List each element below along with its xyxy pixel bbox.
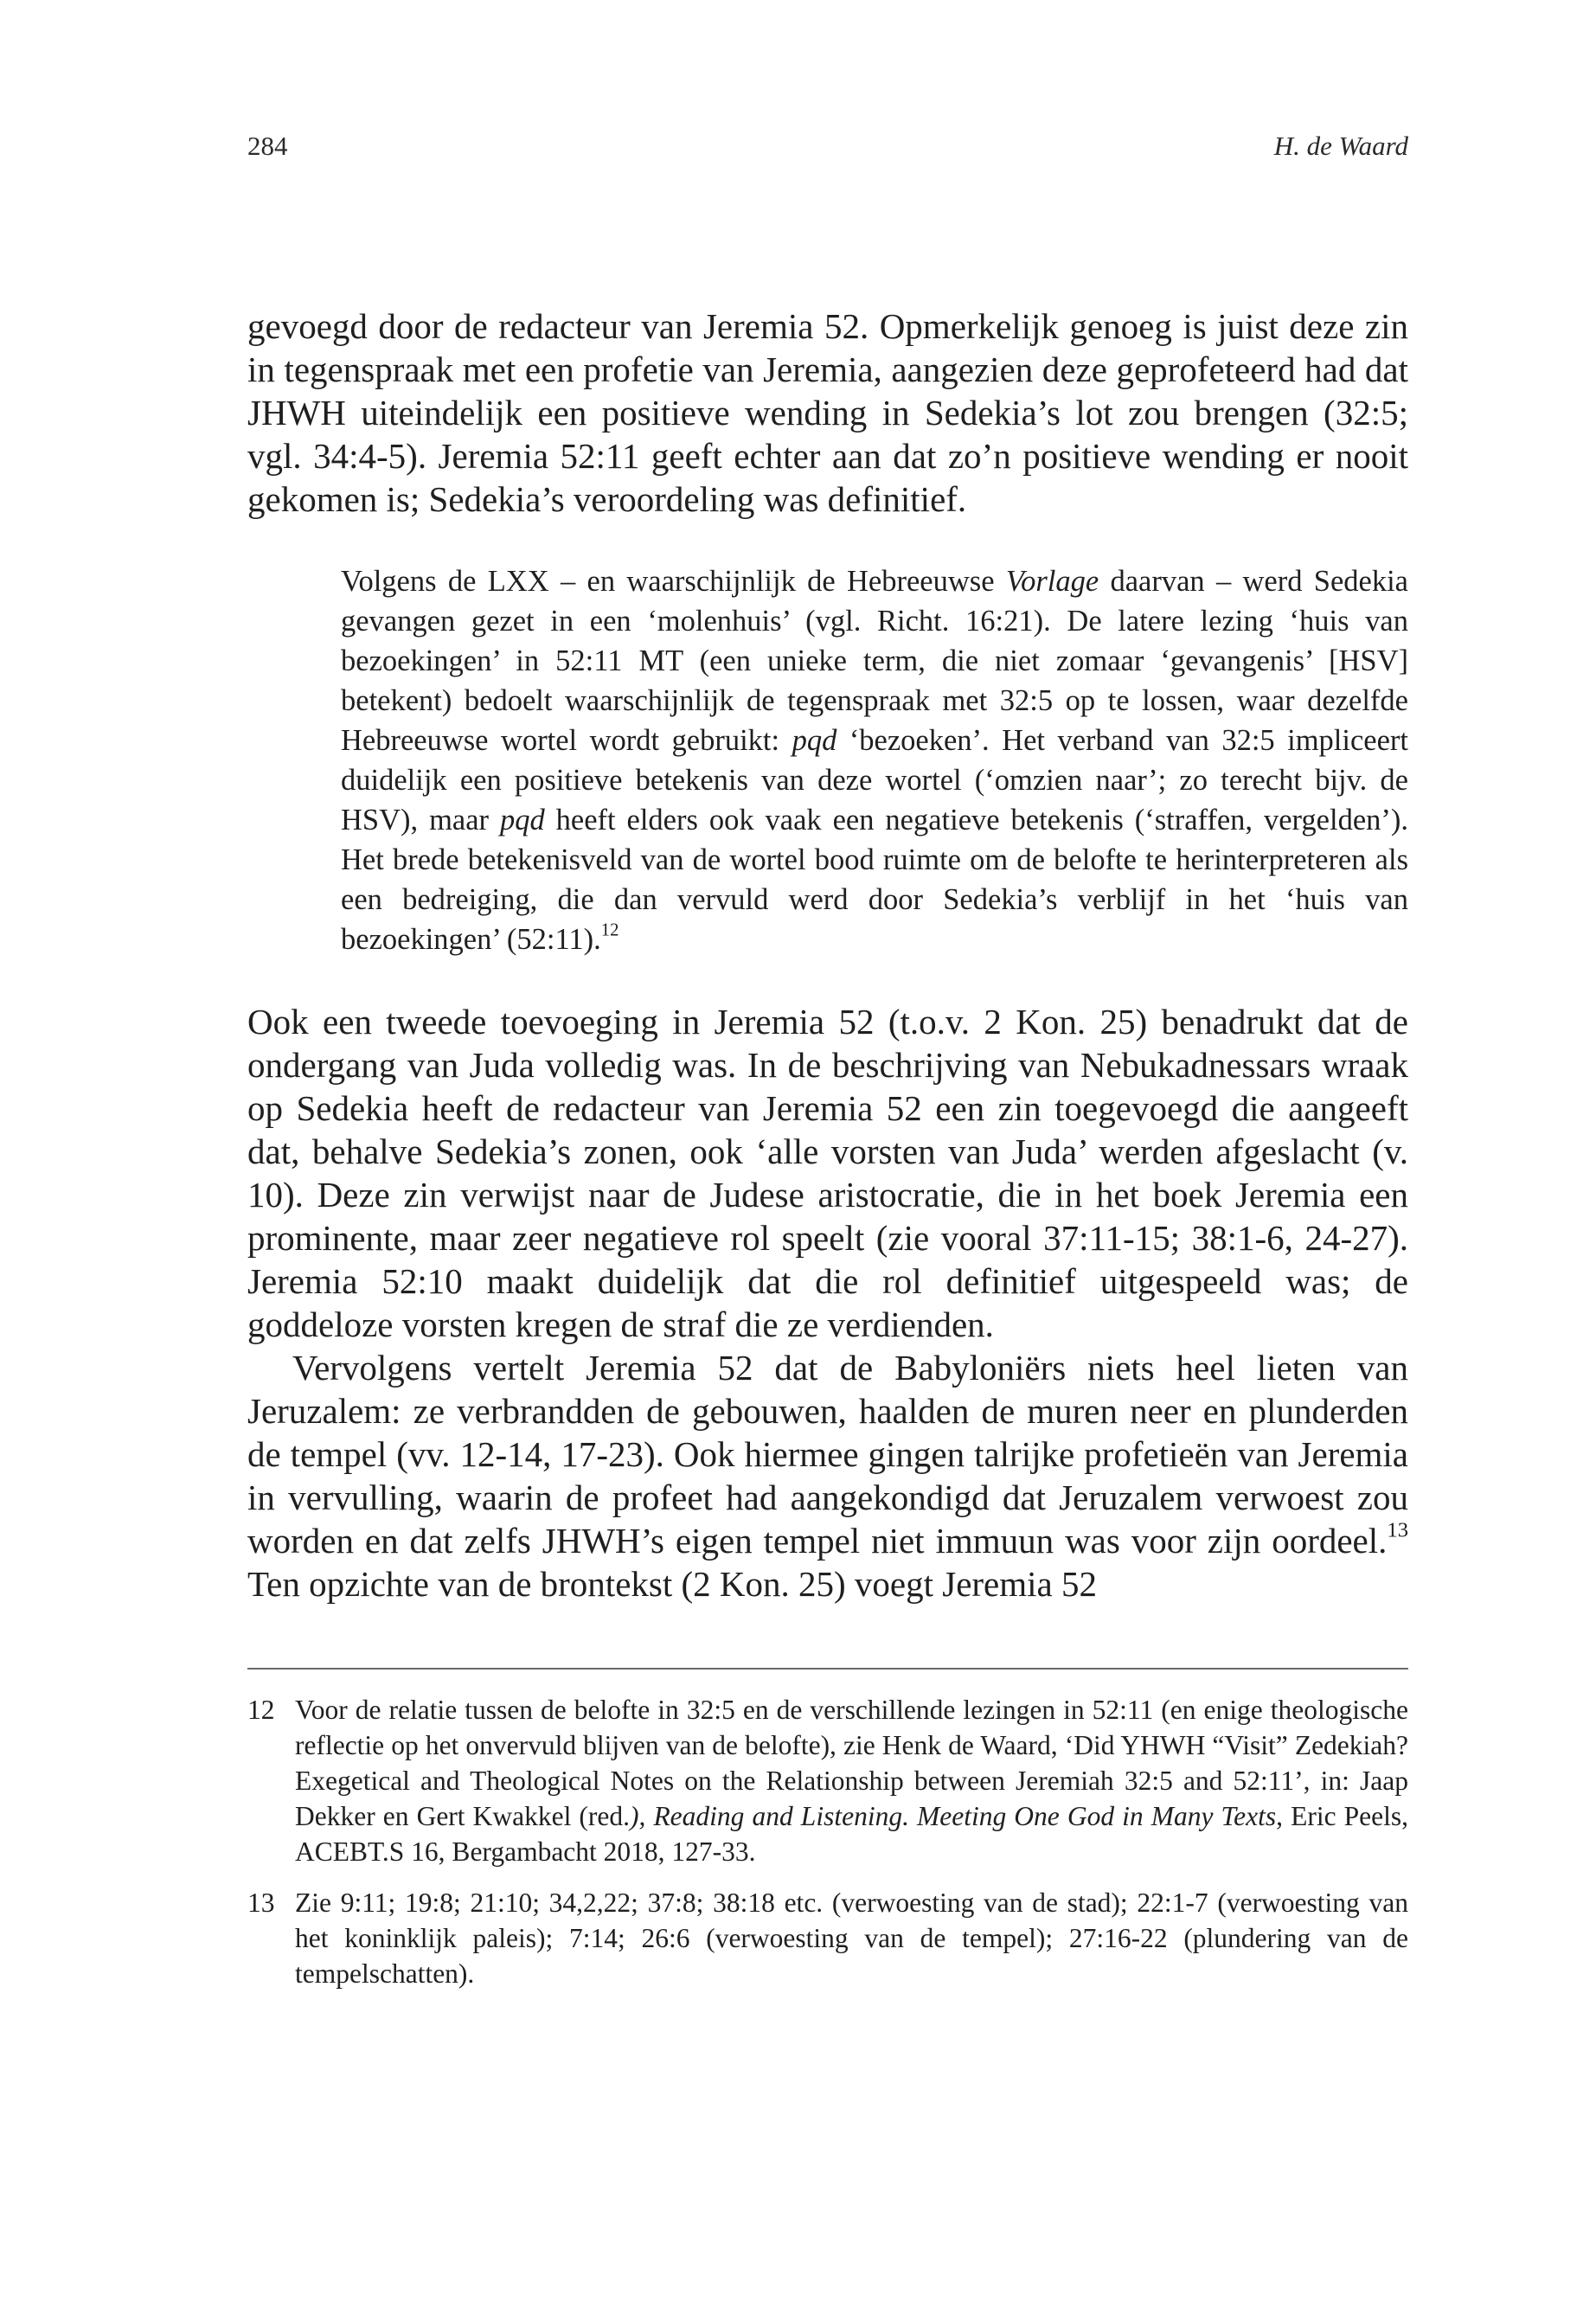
footnote-13 <box>247 1885 1408 1991</box>
quote-italic-vorlage: Vorlage <box>1005 565 1099 599</box>
footnote-divider <box>247 1668 1408 1670</box>
paragraph-3-part-b: Ten opzichte van de brontekst (2 Kon. 25) voegt Jeremia 52 <box>247 1564 1097 1605</box>
quote-part-a: Volgens de LXX – en waarschijnlijk de Hebreeuwse <box>341 565 1006 599</box>
quote-italic-pqd-1: pqd <box>792 724 837 758</box>
footnote-12-part-a: Voor de relatie tussen de belofte in 32:5 en de verschillende lezingen in 52:11 (en enige theologische reflectie op het onvervuld blijven van de belofte), zie Henk de Waard, ‘Did YHWH “Visit” Zedekiah? Exegetical and Theological Notes on the Relationship between Jeremiah 32:5 and 52:11’, in: Jaap Dekker en Gert Kwakkel (red. <box>295 1695 1408 1832</box>
quote-part-d: heeft elders ook vaak een negatieve betekenis (‘straffen, vergelden’). Het brede betekenisveld van de wortel bood ruimte om de belofte te herinterpreteren als een bedreiging, die dan vervuld werd door Sedekia’s verblijf in het ‘huis van bezoekingen’ (52:11). <box>341 804 1408 957</box>
footnote-12-part-b: , Eric Peels, ACEBT.S 16, Bergambacht 2018, 127-33. <box>295 1801 1408 1868</box>
block-quote <box>341 561 1408 959</box>
footnote-text: Zie 9:11; 19:8; 21:10; 34,2,22; 37:8; 38:18 etc. (verwoesting van de stad); 22:1-7 (verwoesting van het koninklijk paleis); 7:14; 26:6 (verwoesting van de tempel); 27:16-22 (plundering van de tempelschatten). <box>295 1888 1408 1990</box>
page-number: 284 <box>247 131 288 161</box>
main-text <box>247 304 1408 1606</box>
paragraph-1: gevoegd door de redacteur van Jeremia 52. Opmerkelijk genoeg is juist deze zin in tegenspraak met een profetie van Jeremia, aangezien deze geprofeteerd had dat JHWH uiteindelijk een positieve wending in Sedekia’s lot zou brengen (32:5; vgl. 34:4-5). Jeremia 52:11 geeft echter aan dat zo’n positieve wending er nooit gekomen is; Sedekia’s veroordeling was definitief. <box>247 306 1408 520</box>
footnote-ref-13[interactable]: 13 <box>1387 1518 1408 1542</box>
running-head-author: H. de Waard <box>1273 131 1408 161</box>
paragraph-3 <box>247 1346 1408 1606</box>
running-head <box>247 130 1408 162</box>
paragraph-3-part-a: Vervolgens vertelt Jeremia 52 dat de Babyloniërs niets heel lieten van Jeruzalem: ze verbrandden de gebouwen, haalden de muren neer en plunderden de tempel (vv. 12-14, 17-23). Ook hiermee gingen talrijke profetieën van Jeremia in vervulling, waarin de profeet had aangekondigd dat Jeruzalem verwoest zou worden en dat zelfs JHWH’s eigen tempel niet immuun was voor zijn oordeel. <box>247 1348 1408 1561</box>
footnote-12 <box>247 1692 1408 1869</box>
footnote-12-italic-title: ), Reading and Listening. Meeting One God in Many Texts <box>630 1801 1277 1832</box>
block-quote-text <box>341 561 1408 959</box>
quote-part-c: ‘bezoeken’. Het verband van 32:5 impliceert duidelijk een positieve betekenis van deze wortel (‘omzien naar’; zo terecht bijv. de HSV), maar <box>341 724 1408 837</box>
footnote-ref-12[interactable]: 12 <box>600 920 619 940</box>
paragraph-2: Ook een tweede toevoeging in Jeremia 52 (t.o.v. 2 Kon. 25) benadrukt dat de ondergang van Juda volledig was. In de beschrijving van Nebukadnessars wraak op Sedekia heeft de redacteur van Jeremia 52 een zin toegevoegd die aangeeft dat, behalve Sedekia’s zonen, ook ‘alle vorsten van Juda’ werden afgeslacht (v. 10). Deze zin verwijst naar de Judese aristocratie, die in het boek Jeremia een prominente, maar zeer negatieve rol speelt (zie vooral 37:11-15; 38:1-6, 24-27). Jeremia 52:10 maakt duidelijk dat die rol definitief uitgespeeld was; de goddeloze vorsten kregen de straf die ze verdienden. <box>247 1002 1408 1345</box>
quote-italic-pqd-2: pqd <box>499 804 545 837</box>
footnote-number: 13 <box>247 1888 275 1919</box>
footnote-text <box>295 1692 1408 1869</box>
quote-part-b: daarvan – werd Sedekia gevangen gezet in een ‘molenhuis’ (vgl. Richt. 16:21). De latere lezing ‘huis van bezoekingen’ in 52:11 MT (een unieke term, die niet zomaar ‘gevangenis’ [HSV] betekent) bedoelt waarschijnlijk de tegenspraak met 32:5 op te lossen, waar dezelfde Hebreeuwse wortel wordt gebruikt: <box>341 565 1408 758</box>
page <box>247 130 1408 2007</box>
footnote-number: 12 <box>247 1695 275 1726</box>
footnotes <box>247 1692 1408 1991</box>
